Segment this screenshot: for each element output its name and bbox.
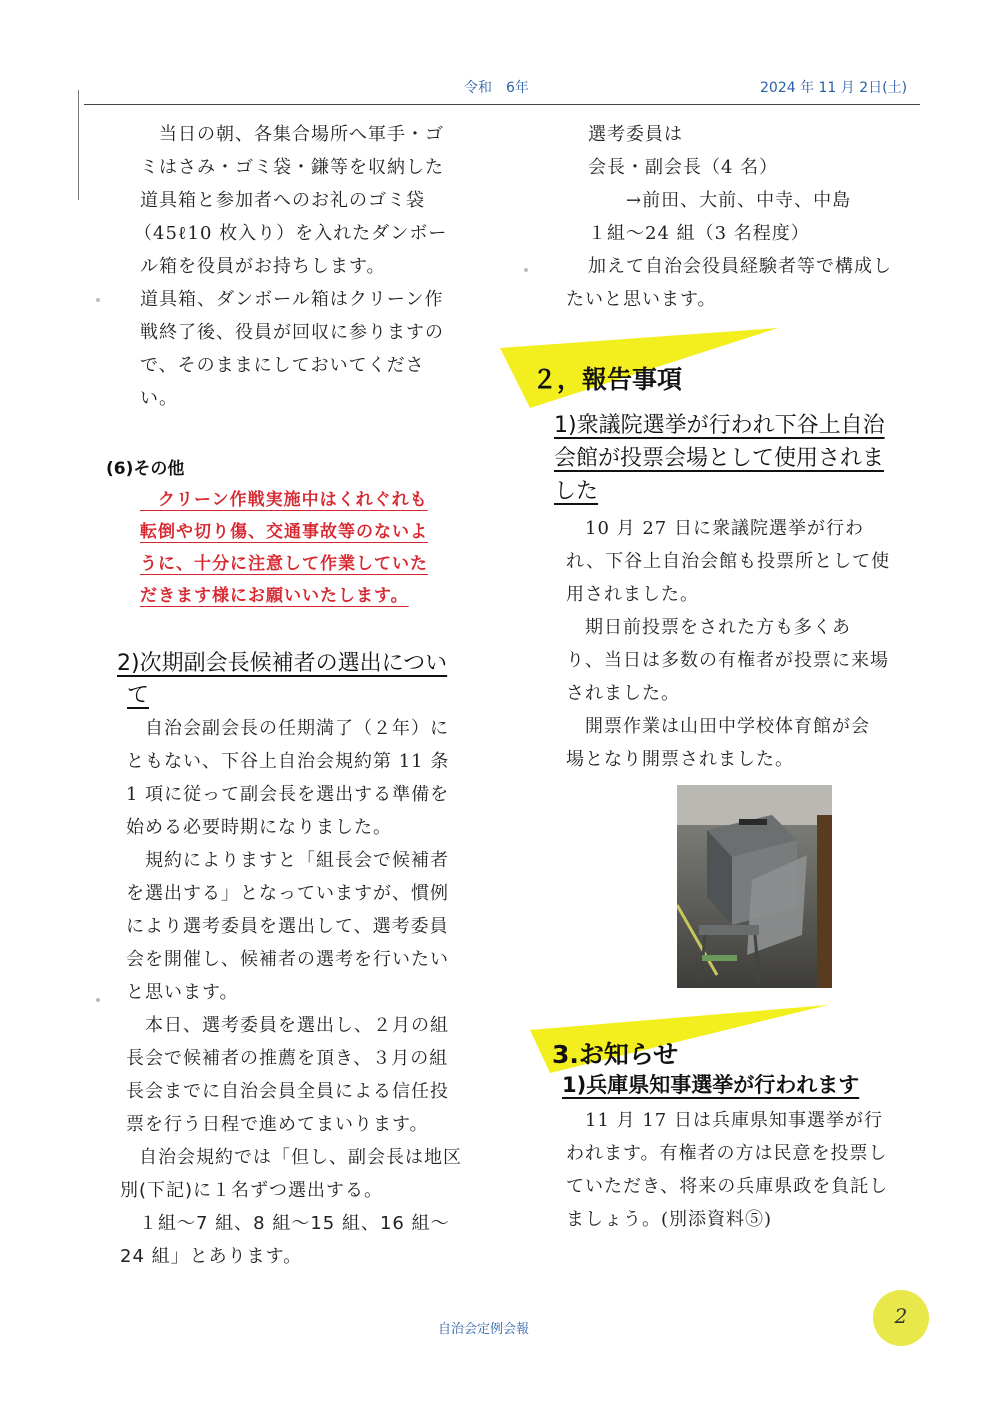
body-line: ましょう。(別添資料⑤) — [566, 1209, 773, 1230]
body-line: 規約によりますと「組長会で候補者 — [126, 850, 449, 871]
body-line: われます。有権者の方は民意を投票し — [566, 1143, 888, 1164]
page-number-badge — [873, 1290, 929, 1346]
intro-line: ル箱を役員がお持ちします。 — [140, 256, 386, 277]
body-line: 別(下記)に１名ずつ選出する。 — [120, 1180, 384, 1201]
sub-heading-21: 1)衆議院選挙が行われ下谷上自治 — [554, 413, 885, 438]
header-date: 2024 年 11 月 2日(土) — [760, 80, 908, 96]
committee-line: １組～24 組（3 名程度） — [588, 223, 810, 244]
committee-line: 加えて自治会役員経験者等で構成し — [588, 256, 892, 277]
ballot-box-photo — [677, 785, 832, 988]
body-line: １組～7 組、8 組～15 組、16 組～ — [120, 1213, 450, 1234]
sub-heading-2: 2)次期副会長候補者の選出につい — [117, 651, 448, 676]
body-line: 用されました。 — [566, 584, 699, 605]
intro-line: い。 — [140, 388, 178, 409]
body-line: と思います。 — [126, 982, 239, 1003]
sub-heading-21-cont: した — [554, 479, 599, 504]
body-line: 1 項に従って副会長を選出する準備を — [126, 784, 450, 805]
body-line: 10 月 27 日に衆議院選挙が行わ — [566, 518, 864, 539]
committee-line: 選考委員は — [588, 124, 683, 145]
body-line: 本日、選考委員を選出し、２月の組 — [126, 1015, 449, 1036]
intro-line: 戦終了後、役員が回収に参りますの — [140, 322, 444, 343]
margin-dot — [524, 268, 528, 272]
intro-line: 道具箱、ダンボール箱はクリーン作 — [140, 289, 444, 310]
committee-line: たいと思います。 — [566, 289, 717, 310]
body-line: れ、下谷上自治会館も投票所として使 — [566, 551, 891, 572]
footer-label: 自治会定例会報 — [438, 1322, 530, 1337]
section-title-3: 3.お知らせ — [552, 1040, 679, 1069]
intro-line: ミはさみ・ゴミ袋・鎌等を収納した — [140, 157, 444, 178]
body-line: 自治会副会長の任期満了（２年）に — [126, 718, 449, 739]
margin-rule — [78, 90, 79, 200]
header-rule — [84, 104, 920, 105]
section-title-2: ２，報告事項 — [532, 365, 683, 394]
header-era: 令和 6年 — [464, 80, 529, 96]
sub-heading-21-cont: 会館が投票会場として使用されま — [554, 446, 885, 471]
body-line: 場となり開票されました。 — [566, 749, 794, 770]
body-line: 開票作業は山田中学校体育館が会 — [566, 716, 870, 737]
body-line: ともない、下谷上自治会規約第 11 条 — [126, 751, 450, 772]
body-line: を選出する」となっていますが、慣例 — [126, 883, 449, 904]
page-number: 2 — [894, 1304, 908, 1328]
sub-heading-31: 1)兵庫県知事選挙が行われます — [562, 1073, 860, 1097]
body-line: 会を開催し、候補者の選考を行いたい — [126, 949, 449, 970]
warning-line: 転倒や切り傷、交通事故等のないよ — [140, 522, 428, 542]
body-line: 自治会規約では「但し、副会長は地区 — [120, 1147, 462, 1168]
body-line: り、当日は多数の有権者が投票に来場 — [566, 650, 889, 671]
committee-line: 会長・副会長（4 名） — [588, 157, 779, 178]
warning-line: うに、十分に注意して作業していた — [140, 554, 428, 574]
sub-heading-2-cont: て — [127, 683, 150, 708]
body-line: ていただき、将来の兵庫県政を負託し — [566, 1176, 889, 1197]
other-heading: (6)その他 — [106, 459, 185, 479]
body-line: 長会までに自治会員全員による信任投 — [126, 1081, 449, 1102]
intro-line: 当日の朝、各集合場所へ軍手・ゴ — [140, 124, 444, 145]
margin-dot — [96, 298, 100, 302]
margin-dot — [96, 998, 100, 1002]
intro-line: で、そのままにしておいてくださ — [140, 355, 425, 376]
intro-line: 道具箱と参加者へのお礼のゴミ袋 — [140, 190, 425, 211]
warning-line: クリーン作戦実施中はくれぐれも — [140, 490, 428, 510]
body-line: により選考委員を選出して、選考委員 — [126, 916, 449, 937]
body-line: 期日前投票をされた方も多くあ — [566, 617, 851, 638]
intro-line: （45ℓ10 枚入り）を入れたダンボー — [134, 223, 448, 244]
body-line: されました。 — [566, 683, 680, 704]
warning-line: だきます様にお願いいたします。 — [140, 586, 409, 606]
body-line: 24 組」とあります。 — [120, 1246, 303, 1267]
body-line: 票を行う日程で進めてまいります。 — [126, 1114, 429, 1135]
body-line: 始める必要時期になりました。 — [126, 817, 392, 838]
committee-line: →前田、大前、中寺、中島 — [588, 190, 852, 211]
body-line: 長会で候補者の推薦を頂き、３月の組 — [126, 1048, 449, 1069]
body-line: 11 月 17 日は兵庫県知事選挙が行 — [566, 1110, 883, 1131]
